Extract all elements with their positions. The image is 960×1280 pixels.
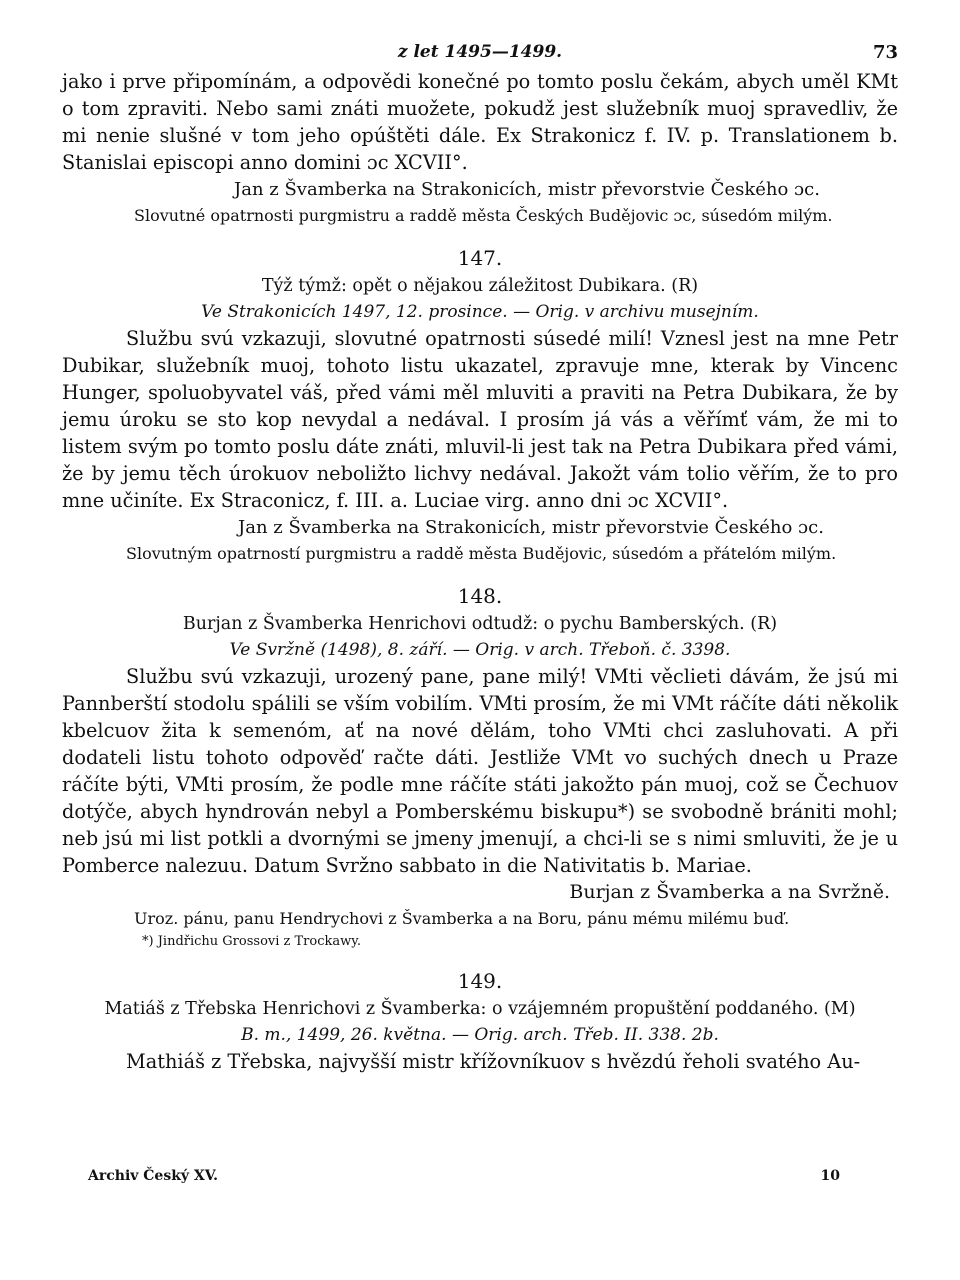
page-header	[62, 36, 898, 68]
running-title: z let 1495—1499.	[397, 42, 563, 62]
letter-147	[62, 243, 898, 567]
letter-number: 149.	[457, 969, 503, 993]
letter-source: B. m., 1499, 26. května. — Orig. arch. Třeb. II. 338. 2b.	[241, 1025, 719, 1045]
footer-signature: Archiv Český XV.	[88, 1168, 219, 1184]
letter-body: Službu svú vzkazuji, urozený pane, pane milý! VMti věclieti dávám, že jsú mi Pannberští stodolu spálili se vším vobilím. VMti prosím, že mi VMt ráčíte dáti několik kbelcuov žita k semenóm, ať na nové dělám, toho VMti chci zasluhovati. A při dodateli listu tohoto odpověď račte dáti. Jestliže VMt vo suchých dnech u Praze ráčíte býti, VMti prosím, že podle mne ráčíte státi jakožto pán muoj, což se Čechuov dotýče, abych hyndrován nebyl a Pomberskému biskupu*) se svobodně brániti mohl; neb jsú mi list potkli a dvornými se jmeny jmenují, a chci-li se s nimi smluviti, že je u Pomberce nalezuu. Datum Svržno sabbato in die Nativitatis b. Mariae.	[62, 665, 898, 877]
letter-number: 148.	[457, 584, 503, 608]
intro-signature: Jan z Švamberka na Strakonicích, mistr převorstvie Českého ɔc.	[234, 179, 820, 200]
letter-148	[62, 581, 898, 952]
intro-paragraph: jako i prve připomínám, a odpovědi konečné po tomto poslu čekám, abych uměl KMt o tom zpraviti. Nebo sami znáti muožete, pokudž jest služebník muoj spravedliv, že mi nenie slušné v tom jeho opúštěti dále. Ex Strakonicz f. IV. p. Translationem b. Stanislai episcopi anno domini ɔc XCVII°.	[62, 70, 898, 174]
letter-body: Službu svú vzkazuji, slovutné opatrnosti súsedé milí! Vznesl jest na mne Petr Dubikar, služebník muoj, tohoto listu ukazatel, zpravuje mne, kterak by Vincenc Hunger, spoluobyvatel váš, před vámi měl mluviti a praviti na Petra Dubikara, že by jemu úroku se sto kop nevydal a nedával. I prosím já vás a věřímť vám, že mi to listem svým po tomto poslu dáte znáti, mluvil-li jest tak na Petra Dubikara před vámi, že by jemu těch úrokuov neboližto lichvy nedával. Jakožt vám tolio věřím, že to pro mne učiníte. Ex Straconicz, f. III. a. Luciae virg. anno dni ɔc XCVII°.	[62, 327, 898, 512]
letter-signature: Burjan z Švamberka a na Svržně.	[569, 881, 890, 903]
intro-address: Slovutné opatrnosti purgmistru a raddě města Českých Budějovic ɔc, súsedóm milým.	[134, 206, 833, 225]
page-number: 73	[872, 42, 898, 63]
footnote: *) Jindřichu Grossovi z Trockawy.	[142, 934, 362, 949]
letter-number: 147.	[457, 246, 503, 270]
letter-title: Burjan z Švamberka Henrichovi odtudž: o pychu Bamberských. (R)	[182, 614, 778, 634]
letter-body: Mathiáš z Třebska, najvyšší mistr křížovníkuov s hvězdú řeholi svatého Au-	[126, 1050, 861, 1073]
letter-address: Uroz. pánu, panu Hendrychovi z Švamberka a na Boru, pánu mému milému buď.	[134, 909, 790, 928]
letter-signature: Jan z Švamberka na Strakonicích, mistr převorstvie Českého ɔc.	[238, 517, 824, 538]
letter-title: Matiáš z Třebska Henrichovi z Švamberka: o vzájemném propuštění poddaného. (M)	[104, 999, 856, 1019]
document-page	[62, 36, 898, 1075]
letter-149	[62, 966, 898, 1075]
letter-address: Slovutným opatrností purgmistru a raddě města Budějovic, súsedóm a přátelóm milým.	[126, 544, 837, 563]
footer-sheet-number: 10	[820, 1168, 840, 1184]
letter-source: Ve Svržně (1498), 8. září. — Orig. v arch. Třeboň. č. 3398.	[229, 640, 731, 660]
letter-source: Ve Strakonicích 1497, 12. prosince. — Orig. v archivu musejním.	[201, 302, 759, 322]
letter-title: Týž týmž: opět o nějakou záležitost Dubikara. (R)	[261, 276, 699, 296]
